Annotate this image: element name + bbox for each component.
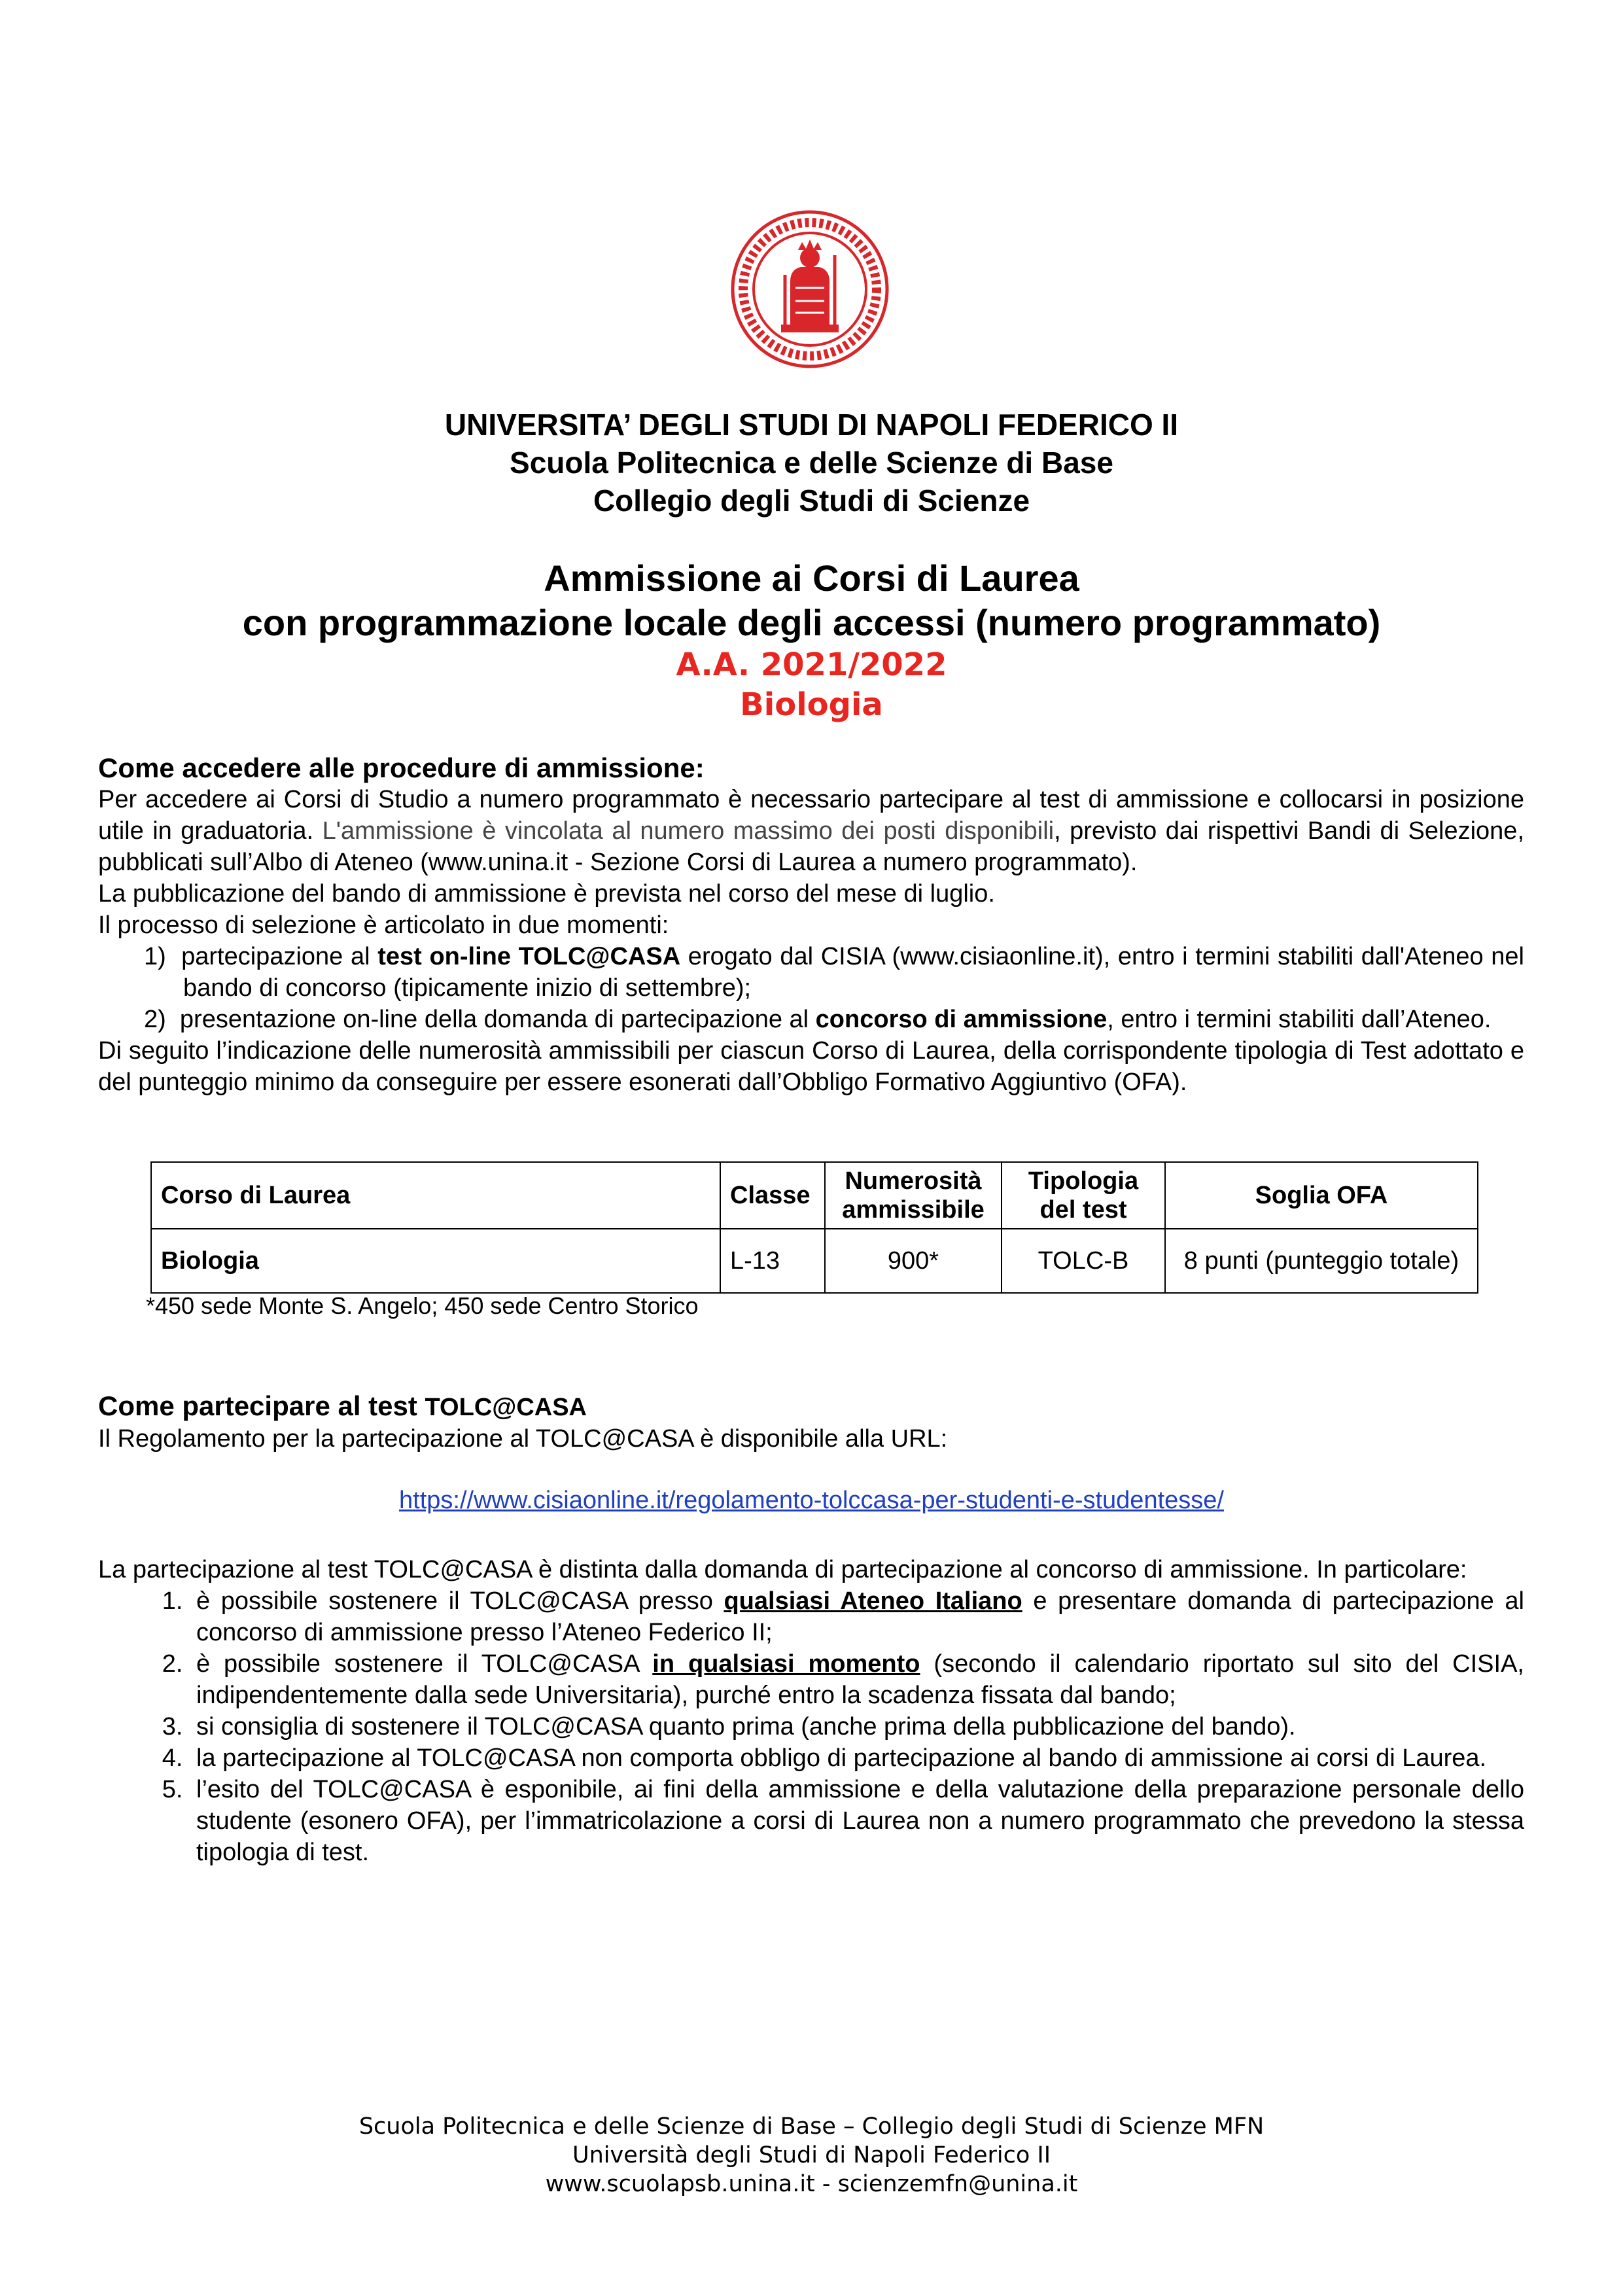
heading-text-tolc: TOLC@CASA [425,1394,587,1421]
table-cell: 8 punti (punteggio totale) [1165,1229,1478,1293]
title-line-2: con programmazione locale degli accessi (numero programmato) [242,602,1381,643]
table-cell: Biologia [151,1229,720,1293]
admission-text-a: Per accedere ai Corsi di Studio a numero programmato è necessario partecipare al test di ammissione e collocarsi in posizione utile in graduatoria. [98,786,1524,845]
section-admission [98,752,1524,1098]
list-item-text: , entro i termini stabiliti dall’Ateneo. [1107,1006,1492,1033]
table-header-cell: Soglia OFA [1165,1162,1478,1229]
page-footer [0,2112,1623,2199]
title-line-1: Ammissione ai Corsi di Laurea [544,557,1079,599]
list-item-underlined: in qualsiasi momento [652,1650,920,1678]
school-name: Scuola Politecnica e delle Scienze di Base [510,446,1113,480]
list-item-bold: concorso di ammissione [815,1006,1108,1033]
footer-line-2: Università degli Studi di Napoli Federico II [572,2142,1051,2168]
admission-paragraph-1 [98,784,1524,878]
list-item: 4. la partecipazione al TOLC@CASA non comporta obbligo di partecipazione al bando di ammissione ai corsi di Laurea. [190,1742,1524,1774]
university-name: UNIVERSITA’ DEGLI STUDI DI NAPOLI FEDERICO II [444,408,1179,442]
course-name: Biologia [740,686,883,723]
footer-line-1: Scuola Politecnica e delle Scienze di Base – Collegio degli Studi di Scienze MFN [358,2113,1265,2140]
university-seal-icon [730,209,890,369]
regulation-link[interactable]: https://www.cisiaonline.it/regolamento-tolccasa-per-studenti-e-studentesse/ [399,1487,1224,1514]
heading-text: Come partecipare al test [98,1390,425,1421]
admission-text-c: , previsto dai rispettivi Bandi di Selezione, pubblicati sull’Albo di Ateneo (www.unina.it - Sezione Corsi di Laurea a numero programmato). [98,817,1525,876]
list-item: 5. l’esito del TOLC@CASA è esponibile, ai fini della ammissione e della valutazione della preparazione personale dello studente (esonero OFA), per l’immatricolazione a corsi di Laurea non a numero programmato che prevedono la stessa tipologia di test. [190,1774,1524,1868]
list-item [144,1004,1524,1035]
list-item-text: e presentare domanda di partecipazione al concorso di ammissione presso l’Ateneo Federico II; [196,1587,1524,1646]
table-row [151,1229,1478,1293]
list-item [190,1585,1524,1648]
selection-steps-list [98,941,1524,1035]
list-item-text: (secondo il calendario riportato sul sito del CISIA, indipendentemente dalla sede Universitaria), purché entro la scadenza fissata dal bando; [196,1650,1524,1709]
table-cell: TOLC-B [1002,1229,1165,1293]
section-admission-heading: Come accedere alle procedure di ammissione: [98,752,705,783]
list-item-text: erogato dal CISIA (www.cisiaonline.it), entro i termini stabiliti dall'Ateneo nel bando di concorso (tipicamente inizio di settembre); [183,943,1524,1002]
list-item-text: è possibile sostenere il TOLC@CASA presso [196,1587,724,1615]
tolc-paragraph-2: La partecipazione al test TOLC@CASA è distinta dalla domanda di partecipazione al concorso di ammissione. In particolare: [98,1556,1467,1583]
tolc-rules-list [98,1585,1524,1868]
college-name: Collegio degli Studi di Scienze [593,484,1030,518]
admission-paragraph-3: Il processo di selezione è articolato in due momenti: [98,911,669,939]
table-header-cell: Corso di Laurea [151,1162,720,1229]
list-item-bold: test on-line TOLC@CASA [377,943,681,970]
list-item [190,1648,1524,1711]
regulation-link-container [0,1487,1623,1515]
table-header-cell: Classe [720,1162,825,1229]
section-tolc-heading [98,1390,1524,1423]
university-header [0,406,1623,520]
list-item [144,941,1524,1004]
table-header-cell: Numerosità ammissibile [825,1162,1002,1229]
list-item-text: presentazione on-line della domanda di partecipazione al [179,1006,816,1033]
list-item-text: è possibile sostenere il TOLC@CASA [196,1650,653,1678]
document-title [0,556,1623,645]
table-cell: 900* [825,1229,1002,1293]
list-item-underlined: qualsiasi Ateneo Italiano [724,1587,1022,1615]
admission-text-b: L'ammissione è vincolata al numero massimo dei posti disponibili [322,817,1055,845]
list-item-number: 2) [144,1006,180,1033]
table-header-cell: Tipologia del test [1002,1162,1165,1229]
list-item-text: partecipazione al [181,943,378,970]
section-tolc [98,1390,1524,1455]
section-tolc-details [98,1554,1524,1868]
admission-paragraph-2: La pubblicazione del bando di ammissione è prevista nel corso del mese di luglio. [98,880,995,908]
table-footnote: *450 sede Monte S. Angelo; 450 sede Centro Storico [146,1292,699,1319]
table-cell: L-13 [720,1229,825,1293]
academic-year: A.A. 2021/2022 [676,646,947,683]
admission-table [150,1161,1478,1294]
admission-paragraph-4: Di seguito l’indicazione delle numerosità ammissibili per ciascun Corso di Laurea, della corrispondente tipologia di Test adottato e del punteggio minimo da conseguire per essere esonerati dall’Obbligo Formativo Aggiuntivo (OFA). [98,1037,1524,1096]
footer-line-3: www.scuolapsb.unina.it - scienzemfn@unina.it [545,2171,1078,2197]
list-item-number: 1) [144,943,182,970]
tolc-paragraph-1: Il Regolamento per la partecipazione al TOLC@CASA è disponibile alla URL: [98,1425,948,1453]
list-item: 3. si consiglia di sostenere il TOLC@CASA quanto prima (anche prima della pubblicazione del bando). [190,1711,1524,1742]
table-header-row [151,1162,1478,1229]
